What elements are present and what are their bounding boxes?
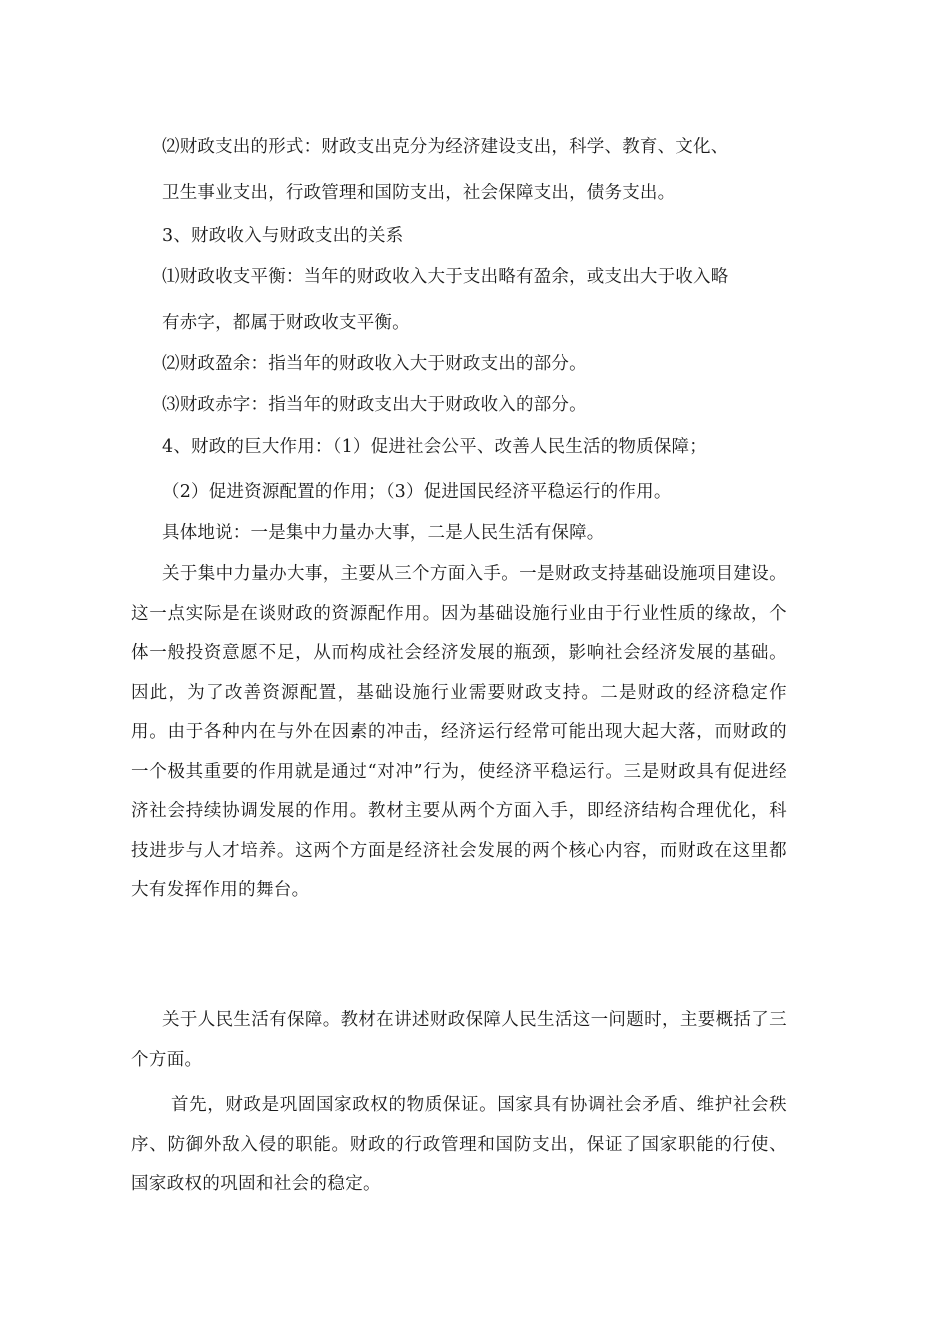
text-line: 卫生事业支出，行政管理和国防支出，社会保障支出，债务支出。	[162, 183, 676, 203]
text-line: （2）促进资源配置的作用；（3）促进国民经济平稳运行的作用。	[162, 482, 672, 502]
text-line: 有赤字，都属于财政收支平衡。	[162, 313, 410, 333]
section-heading: 3、财政收入与财政支出的关系	[162, 226, 404, 246]
text-line: 具体地说：一是集中力量办大事，二是人民生活有保障。	[162, 523, 605, 543]
section-heading: 4、财政的巨大作用：（1）促进社会公平、改善人民生活的物质保障；	[162, 437, 707, 457]
text-line: ⑶财政赤字：指当年的财政支出大于财政收入的部分。	[162, 395, 587, 415]
paragraph-livelihood-guarantee: 关于人民生活有保障。教材在讲述财政保障人民生活这一问题时，主要概括了三个方面。	[131, 1010, 787, 1070]
paragraph-first-point: 首先，财政是巩固国家政权的物质保证。国家具有协调社会矛盾、维护社会秩序、防御外敌入侵的职能。财政的行政管理和国防支出，保证了国家职能的行使、国家政权的巩固和社会的稳定。	[131, 1095, 787, 1194]
paragraph-concentrate-resources: 关于集中力量办大事，主要从三个方面入手。一是财政支持基础设施项目建设。这一点实际是在谈财政的资源配作用。因为基础设施行业由于行业性质的缘故，个体一般投资意愿不足，从而构成社会经济发展的瓶颈，影响社会经济发展的基础。因此，为了改善资源配置，基础设施行业需要财政支持。二是财政的经济稳定作用。由于各种内在与外在因素的冲击，经济运行经常可能出现大起大落，而财政的一个极其重要的作用就是通过“对冲”行为，使经济平稳运行。三是财政具有促进经济社会持续协调发展的作用。教材主要从两个方面入手，即经济结构合理优化，科技进步与人才培养。这两个方面是经济社会发展的两个核心内容，而财政在这里都大有发挥作用的舞台。	[131, 564, 787, 900]
text-line: ⑴财政收支平衡：当年的财政收入大于支出略有盈余，或支出大于收入略	[162, 267, 729, 287]
text-line: ⑵财政支出的形式：财政支出克分为经济建设支出，科学、教育、文化、	[162, 137, 729, 157]
text-line: ⑵财政盈余：指当年的财政收入大于财政支出的部分。	[162, 354, 587, 374]
